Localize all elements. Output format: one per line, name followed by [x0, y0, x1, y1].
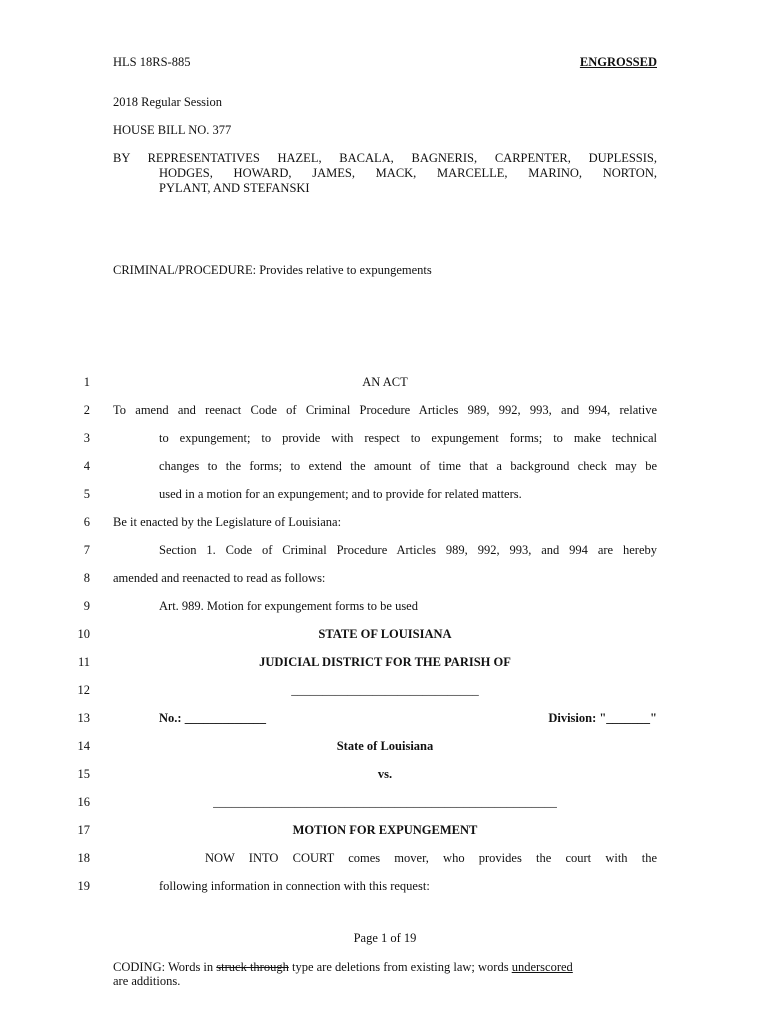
- line-number: 8: [83, 571, 90, 585]
- coding-text: CODING: Words in: [113, 960, 217, 974]
- act-text-line: to expungement; to provide with respect to expungement forms; to make technical: [159, 431, 657, 445]
- line-number: 7: [83, 543, 90, 557]
- motion-text: following information in connection with this request:: [159, 879, 430, 893]
- case-number-field: No.: _____________: [159, 711, 266, 725]
- motion-title: MOTION FOR EXPUNGEMENT: [292, 823, 478, 837]
- line-number: 5: [83, 487, 90, 501]
- page-number: Page 1 of 19: [353, 931, 417, 945]
- line-number: 4: [83, 459, 90, 473]
- parish-blank: ______________________________: [291, 683, 479, 697]
- versus-label: vs.: [377, 767, 393, 781]
- line-number: 19: [77, 879, 90, 893]
- bill-number: HOUSE BILL NO. 377: [113, 123, 232, 137]
- line-number: 10: [77, 627, 90, 641]
- form-district-heading: JUDICIAL DISTRICT FOR THE PARISH OF: [259, 655, 511, 669]
- enacting-clause: Be it enacted by the Legislature of Louisiana:: [113, 515, 342, 529]
- coding-text: type are deletions from existing law; words: [288, 960, 512, 974]
- section-text: amended and reenacted to read as follows:: [113, 571, 326, 585]
- digest-title: CRIMINAL/PROCEDURE: Provides relative to expungements: [113, 263, 432, 277]
- sponsors-line: PYLANT, AND STEFANSKI: [159, 181, 310, 195]
- defendant-blank: _______________________________________________________: [213, 795, 557, 809]
- line-number: 9: [83, 599, 90, 613]
- line-number: 2: [83, 403, 90, 417]
- line-number: 11: [77, 655, 90, 669]
- article-heading: Art. 989. Motion for expungement forms to be used: [159, 599, 418, 613]
- line-number: 6: [83, 515, 90, 529]
- plaintiff-label: State of Louisiana: [336, 739, 434, 753]
- division-field: Division: "_______": [548, 711, 657, 725]
- motion-text: NOW INTO COURT comes mover, who provides the court with the: [205, 851, 657, 865]
- line-number: 12: [77, 683, 90, 697]
- coding-legend: [113, 960, 573, 988]
- line-number: 15: [77, 767, 90, 781]
- line-number: 16: [77, 795, 90, 809]
- session-label: 2018 Regular Session: [113, 95, 223, 109]
- document-id: HLS 18RS-885: [113, 55, 191, 69]
- coding-struck-example: struck through: [216, 960, 289, 974]
- line-number: 1: [83, 375, 90, 389]
- coding-text: are additions.: [113, 974, 181, 988]
- act-text-line: used in a motion for an expungement; and to provide for related matters.: [159, 487, 522, 501]
- act-title: AN ACT: [362, 375, 408, 389]
- coding-underscored-example: underscored: [511, 960, 573, 974]
- act-text-line: To amend and reenact Code of Criminal Procedure Articles 989, 992, 993, and 994, relative: [113, 403, 657, 417]
- act-text-line: changes to the forms; to extend the amount of time that a background check may be: [159, 459, 657, 473]
- line-number: 3: [83, 431, 90, 445]
- sponsors-block: [113, 151, 657, 196]
- sponsors-line: HODGES, HOWARD, JAMES, MACK, MARCELLE, MARINO, NORTON,: [159, 166, 657, 180]
- form-state-heading: STATE OF LOUISIANA: [318, 627, 452, 641]
- engrossed-status: ENGROSSED: [579, 55, 657, 69]
- line-number: 17: [77, 823, 90, 837]
- line-number: 14: [77, 739, 90, 753]
- section-text: Section 1. Code of Criminal Procedure Articles 989, 992, 993, and 994 are hereby: [159, 543, 657, 557]
- sponsors-line: BY REPRESENTATIVES HAZEL, BACALA, BAGNERIS, CARPENTER, DUPLESSIS,: [113, 151, 657, 165]
- line-number: 13: [77, 711, 90, 725]
- line-number: 18: [77, 851, 90, 865]
